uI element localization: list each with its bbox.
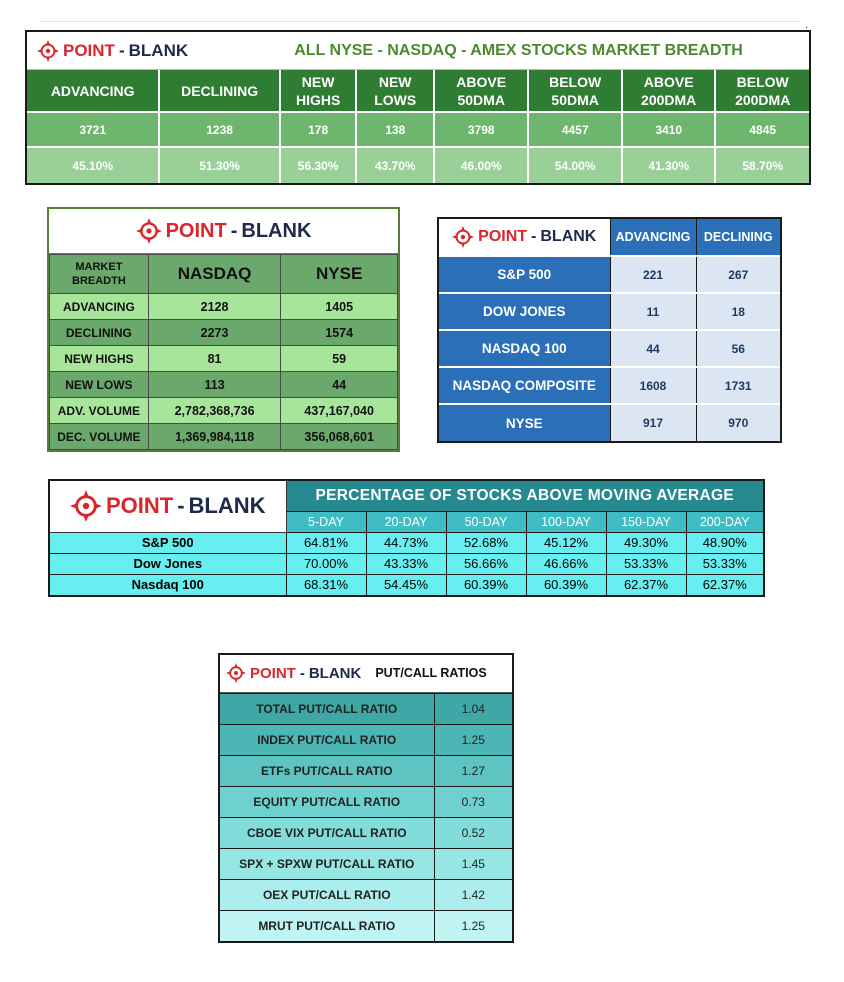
advancing-value: 1608 <box>610 367 696 404</box>
put-call-row <box>220 910 512 941</box>
market-breadth-header <box>27 32 809 70</box>
put-call-table <box>218 653 514 943</box>
exchange-row-label: DEC. VOLUME <box>50 424 149 450</box>
moving-average-title-row <box>50 481 763 511</box>
exchange-header-row <box>50 255 398 294</box>
breadth-percent: 46.00% <box>434 147 528 183</box>
index-row-label: S&P 500 <box>439 256 610 293</box>
advancing-value: 44 <box>610 330 696 367</box>
ma-column-header: 100-DAY <box>526 511 606 532</box>
moving-average-row <box>50 532 763 553</box>
ma-column-header: 50-DAY <box>446 511 526 532</box>
logo-dash: - <box>299 664 305 682</box>
put-call-value: 1.25 <box>434 724 512 755</box>
market-breadth-corner: MARKET BREADTH <box>50 255 149 294</box>
exchange-row-label: NEW LOWS <box>50 372 149 398</box>
point-blank-logo <box>136 218 312 244</box>
put-call-header-row <box>220 655 512 692</box>
ma-value: 52.68% <box>446 532 526 553</box>
ma-value: 68.31% <box>286 574 366 595</box>
breadth-col-header: NEW LOWS <box>356 70 434 112</box>
ma-value: 62.37% <box>686 574 763 595</box>
crosshair-icon <box>37 40 59 62</box>
exchange-row <box>50 424 398 450</box>
breadth-percent-row <box>27 147 809 183</box>
corner-dot: . <box>805 20 809 31</box>
point-blank-logo <box>226 663 361 683</box>
nyse-value: 59 <box>281 346 398 372</box>
breadth-percent: 54.00% <box>528 147 621 183</box>
top-divider <box>40 21 800 22</box>
exchange-row-label: ADVANCING <box>50 294 149 320</box>
ma-value: 62.37% <box>606 574 686 595</box>
put-call-value: 1.45 <box>434 848 512 879</box>
index-row <box>439 330 780 367</box>
breadth-col-header: BELOW 50DMA <box>528 70 621 112</box>
ma-value: 70.00% <box>286 553 366 574</box>
ma-column-header: 5-DAY <box>286 511 366 532</box>
declining-column-header: DECLINING <box>696 219 780 256</box>
index-row <box>439 367 780 404</box>
ma-column-header: 150-DAY <box>606 511 686 532</box>
breadth-count: 3410 <box>622 112 716 147</box>
breadth-count: 138 <box>356 112 434 147</box>
put-call-label: CBOE VIX PUT/CALL RATIO <box>220 817 434 848</box>
put-call-value: 1.25 <box>434 910 512 941</box>
logo-cell <box>50 481 286 532</box>
put-call-row <box>220 879 512 910</box>
logo-dash: - <box>230 219 238 242</box>
exchange-breadth-header <box>49 209 398 254</box>
nyse-value: 1405 <box>281 294 398 320</box>
put-call-value: 0.73 <box>434 786 512 817</box>
ma-row-label: Nasdaq 100 <box>50 574 286 595</box>
ma-value: 60.39% <box>446 574 526 595</box>
market-breadth-title: ALL NYSE - NASDAQ - AMEX STOCKS MARKET BREADTH <box>294 41 743 59</box>
breadth-count: 4457 <box>528 112 621 147</box>
breadth-percent: 56.30% <box>280 147 357 183</box>
advancing-value: 917 <box>610 404 696 441</box>
logo-word-point: POINT <box>165 219 227 242</box>
ma-value: 54.45% <box>366 574 446 595</box>
breadth-count: 3721 <box>27 112 159 147</box>
nasdaq-value: 2,782,368,736 <box>148 398 281 424</box>
breadth-percent: 45.10% <box>27 147 159 183</box>
index-row-label: NYSE <box>439 404 610 441</box>
put-call-row <box>220 724 512 755</box>
nasdaq-value: 2128 <box>148 294 281 320</box>
index-row <box>439 404 780 441</box>
nyse-value: 44 <box>281 372 398 398</box>
breadth-percent: 41.30% <box>622 147 716 183</box>
breadth-percent: 58.70% <box>715 147 809 183</box>
declining-value: 970 <box>696 404 780 441</box>
ma-value: 53.33% <box>606 553 686 574</box>
logo-dash: - <box>118 40 125 60</box>
breadth-header-row <box>27 70 809 112</box>
put-call-label: EQUITY PUT/CALL RATIO <box>220 786 434 817</box>
put-call-value: 1.42 <box>434 879 512 910</box>
put-call-row <box>220 786 512 817</box>
moving-average-row <box>50 553 763 574</box>
logo-word-point: POINT <box>63 40 115 60</box>
exchange-breadth-table <box>47 207 400 452</box>
ma-row-label: S&P 500 <box>50 532 286 553</box>
nasdaq-value: 113 <box>148 372 281 398</box>
ma-value: 45.12% <box>526 532 606 553</box>
breadth-percent: 43.70% <box>356 147 434 183</box>
nasdaq-value: 1,369,984,118 <box>148 424 281 450</box>
logo-word-point: POINT <box>250 664 296 682</box>
ma-value: 46.66% <box>526 553 606 574</box>
index-row-label: NASDAQ 100 <box>439 330 610 367</box>
logo-dash: - <box>531 228 537 245</box>
moving-average-title: PERCENTAGE OF STOCKS ABOVE MOVING AVERAGE <box>286 481 763 511</box>
breadth-col-header: NEW HIGHS <box>280 70 357 112</box>
logo-word-point: POINT <box>478 228 528 245</box>
put-call-value: 1.27 <box>434 755 512 786</box>
logo-word-blank: BLANK <box>241 219 312 242</box>
ma-value: 60.39% <box>526 574 606 595</box>
breadth-col-header: ABOVE 50DMA <box>434 70 528 112</box>
index-row-label: NASDAQ COMPOSITE <box>439 367 610 404</box>
put-call-label: SPX + SPXW PUT/CALL RATIO <box>220 848 434 879</box>
index-row-label: DOW JONES <box>439 293 610 330</box>
crosshair-icon <box>226 663 246 683</box>
ma-value: 53.33% <box>686 553 763 574</box>
moving-average-table <box>48 479 765 597</box>
exchange-row <box>50 346 398 372</box>
exchange-row <box>50 372 398 398</box>
advancing-value: 221 <box>610 256 696 293</box>
crosshair-icon <box>136 218 162 244</box>
ma-column-header: 200-DAY <box>686 511 763 532</box>
ma-value: 49.30% <box>606 532 686 553</box>
put-call-label: ETFs PUT/CALL RATIO <box>220 755 434 786</box>
put-call-label: MRUT PUT/CALL RATIO <box>220 910 434 941</box>
nyse-value: 1574 <box>281 320 398 346</box>
logo-word-blank: BLANK <box>308 664 362 682</box>
breadth-col-header: ADVANCING <box>27 70 159 112</box>
declining-value: 56 <box>696 330 780 367</box>
index-breadth-table <box>437 217 782 443</box>
put-call-label: TOTAL PUT/CALL RATIO <box>220 693 434 724</box>
logo-word-blank: BLANK <box>540 228 597 245</box>
advancing-column-header: ADVANCING <box>610 219 696 256</box>
put-call-label: OEX PUT/CALL RATIO <box>220 879 434 910</box>
logo-dash: - <box>177 493 185 519</box>
put-call-row <box>220 755 512 786</box>
logo-word-blank: BLANK <box>188 493 266 519</box>
point-blank-logo <box>439 226 610 248</box>
crosshair-icon <box>452 226 474 248</box>
index-header-row <box>439 219 780 256</box>
nasdaq-value: 81 <box>148 346 281 372</box>
ma-column-header: 20-DAY <box>366 511 446 532</box>
nyse-column-header: NYSE <box>281 255 398 294</box>
breadth-count: 178 <box>280 112 357 147</box>
nyse-value: 437,167,040 <box>281 398 398 424</box>
nasdaq-value: 2273 <box>148 320 281 346</box>
market-breadth-table <box>25 30 811 185</box>
exchange-row-label: ADV. VOLUME <box>50 398 149 424</box>
breadth-count-row <box>27 112 809 147</box>
nasdaq-column-header: NASDAQ <box>148 255 281 294</box>
put-call-label: INDEX PUT/CALL RATIO <box>220 724 434 755</box>
index-row <box>439 293 780 330</box>
ma-value: 64.81% <box>286 532 366 553</box>
crosshair-icon <box>70 490 102 522</box>
breadth-percent: 51.30% <box>159 147 279 183</box>
put-call-header <box>220 655 512 692</box>
index-row <box>439 256 780 293</box>
point-blank-logo <box>27 40 188 62</box>
put-call-value: 1.04 <box>434 693 512 724</box>
exchange-row-label: DECLINING <box>50 320 149 346</box>
ma-row-label: Dow Jones <box>50 553 286 574</box>
advancing-value: 11 <box>610 293 696 330</box>
point-blank-logo <box>50 490 286 522</box>
put-call-row <box>220 693 512 724</box>
declining-value: 267 <box>696 256 780 293</box>
logo-word-blank: BLANK <box>128 40 189 60</box>
put-call-value: 0.52 <box>434 817 512 848</box>
ma-value: 44.73% <box>366 532 446 553</box>
logo-word-point: POINT <box>105 493 174 519</box>
exchange-row <box>50 320 398 346</box>
nyse-value: 356,068,601 <box>281 424 398 450</box>
declining-value: 18 <box>696 293 780 330</box>
logo-cell <box>439 219 610 256</box>
breadth-count: 3798 <box>434 112 528 147</box>
exchange-row <box>50 398 398 424</box>
put-call-row <box>220 817 512 848</box>
breadth-count: 1238 <box>159 112 279 147</box>
breadth-col-header: DECLINING <box>159 70 279 112</box>
put-call-row <box>220 848 512 879</box>
exchange-row-label: NEW HIGHS <box>50 346 149 372</box>
moving-average-row <box>50 574 763 595</box>
exchange-row <box>50 294 398 320</box>
breadth-col-header: ABOVE 200DMA <box>622 70 716 112</box>
put-call-title: PUT/CALL RATIOS <box>375 666 487 681</box>
ma-value: 56.66% <box>446 553 526 574</box>
breadth-col-header: BELOW 200DMA <box>715 70 809 112</box>
ma-value: 48.90% <box>686 532 763 553</box>
breadth-count: 4845 <box>715 112 809 147</box>
declining-value: 1731 <box>696 367 780 404</box>
ma-value: 43.33% <box>366 553 446 574</box>
